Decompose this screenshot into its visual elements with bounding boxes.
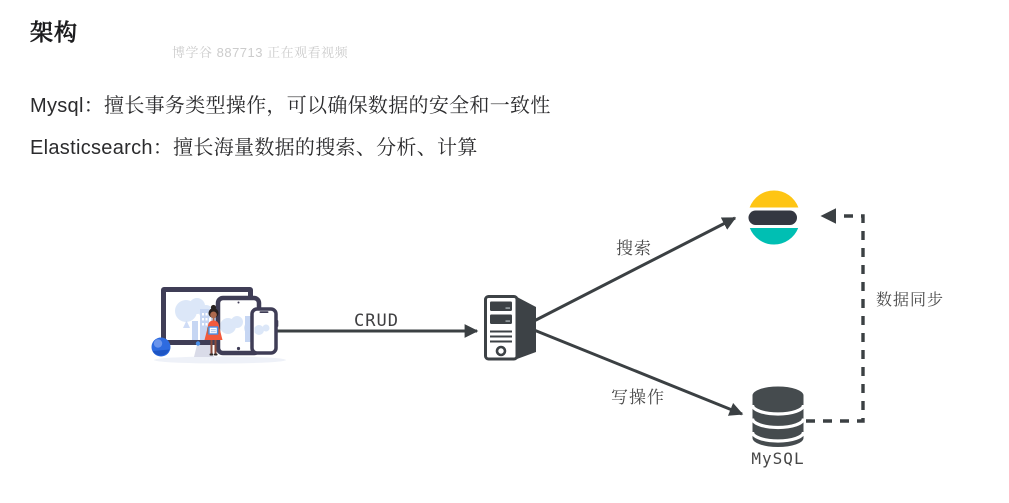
tablet-camera [238, 302, 240, 304]
elasticsearch-description: Elasticsearch：擅长海量数据的搜索、分析、计算 [30, 137, 478, 159]
mysql-description: Mysql：擅长事务类型操作，可以确保数据的安全和一致性 [30, 95, 551, 117]
server-power-button [497, 347, 505, 355]
server-drive-bay [490, 302, 512, 312]
write-arrow-label: 写操作 [611, 388, 665, 407]
client-devices-illustration [150, 277, 295, 365]
mysql-database-icon [752, 386, 804, 448]
elasticsearch-logo-icon [748, 188, 800, 245]
server-icon [484, 295, 538, 361]
data-sync-arrow-label: 数据同步 [876, 292, 945, 309]
ground-shadow [154, 357, 286, 364]
crud-arrow-label: CRUD [354, 311, 399, 331]
es-logo-bottom-band [750, 228, 798, 244]
phone-speaker [260, 311, 269, 313]
server-side-panel [517, 297, 536, 359]
monitor-blue-dot [196, 341, 200, 345]
globe [152, 338, 171, 357]
watermark: 博学谷 887713 正在观看视频 [172, 45, 349, 60]
smartphone [252, 309, 278, 353]
phone-side-button [276, 320, 278, 327]
search-arrow-label: 搜索 [616, 239, 652, 258]
page-title: 架构 [30, 19, 78, 45]
server-drive-bay [490, 315, 512, 325]
data-sync-dashed-arrow [806, 216, 863, 421]
tablet-home-button [237, 347, 240, 350]
es-logo-top-band [750, 190, 799, 207]
es-logo-middle-band [749, 211, 798, 226]
mysql-label: MySQL [751, 449, 805, 468]
person-card [209, 327, 218, 334]
person-face [210, 312, 217, 319]
